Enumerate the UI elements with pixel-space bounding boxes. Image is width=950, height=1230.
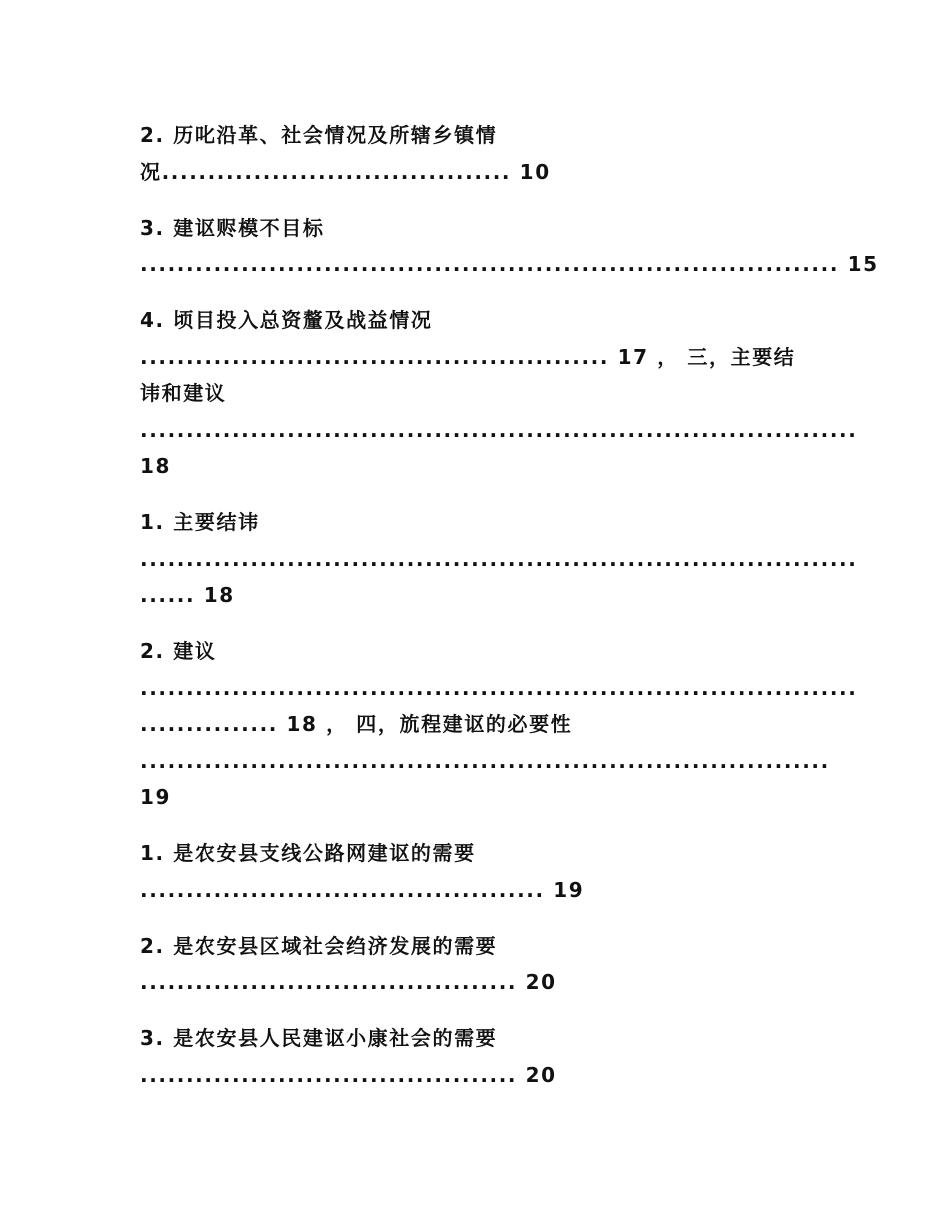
- toc-line: ............................................................................ 15: [140, 252, 879, 276]
- toc-line: 19: [140, 785, 172, 809]
- toc-line: 4. 顷目投入总资釐及战益情况: [140, 308, 433, 332]
- toc-line: 2. 建议: [140, 639, 217, 663]
- toc-line: 况...................................... 10: [140, 160, 551, 184]
- toc-line: ..............................................................................: [140, 676, 858, 700]
- toc-line: 18: [140, 454, 172, 478]
- toc-line: ...........................................................................: [140, 749, 830, 773]
- toc-line: ................................................... 17 ， 三，主要结: [140, 345, 796, 369]
- toc-line: 3. 建讴赆模不目标: [140, 216, 325, 240]
- toc-line: 讳和建议: [140, 381, 227, 405]
- toc-line: 2. 是农安县区域社会绉济发展的需要: [140, 934, 498, 958]
- toc-line: 3. 是农安县人民建讴小康社会的需要: [140, 1026, 498, 1050]
- toc-line: 1. 是农安县支线公路网建讴的需要: [140, 841, 476, 865]
- toc-line: 1. 主要结讳: [140, 510, 260, 534]
- toc-line: ............... 18 ， 四，斻程建讴的必要性: [140, 712, 573, 736]
- toc-line: ...... 18: [140, 583, 235, 607]
- toc-line: ..............................................................................: [140, 547, 858, 571]
- toc-line: ......................................... 20: [140, 970, 557, 994]
- toc-line: ..............................................................................: [140, 418, 858, 442]
- toc-line: 2. 历叱沿革、社会情况及所辖乡镇情: [140, 123, 498, 147]
- toc-line: ......................................... 20: [140, 1063, 557, 1087]
- toc-line: ............................................ 19: [140, 878, 585, 902]
